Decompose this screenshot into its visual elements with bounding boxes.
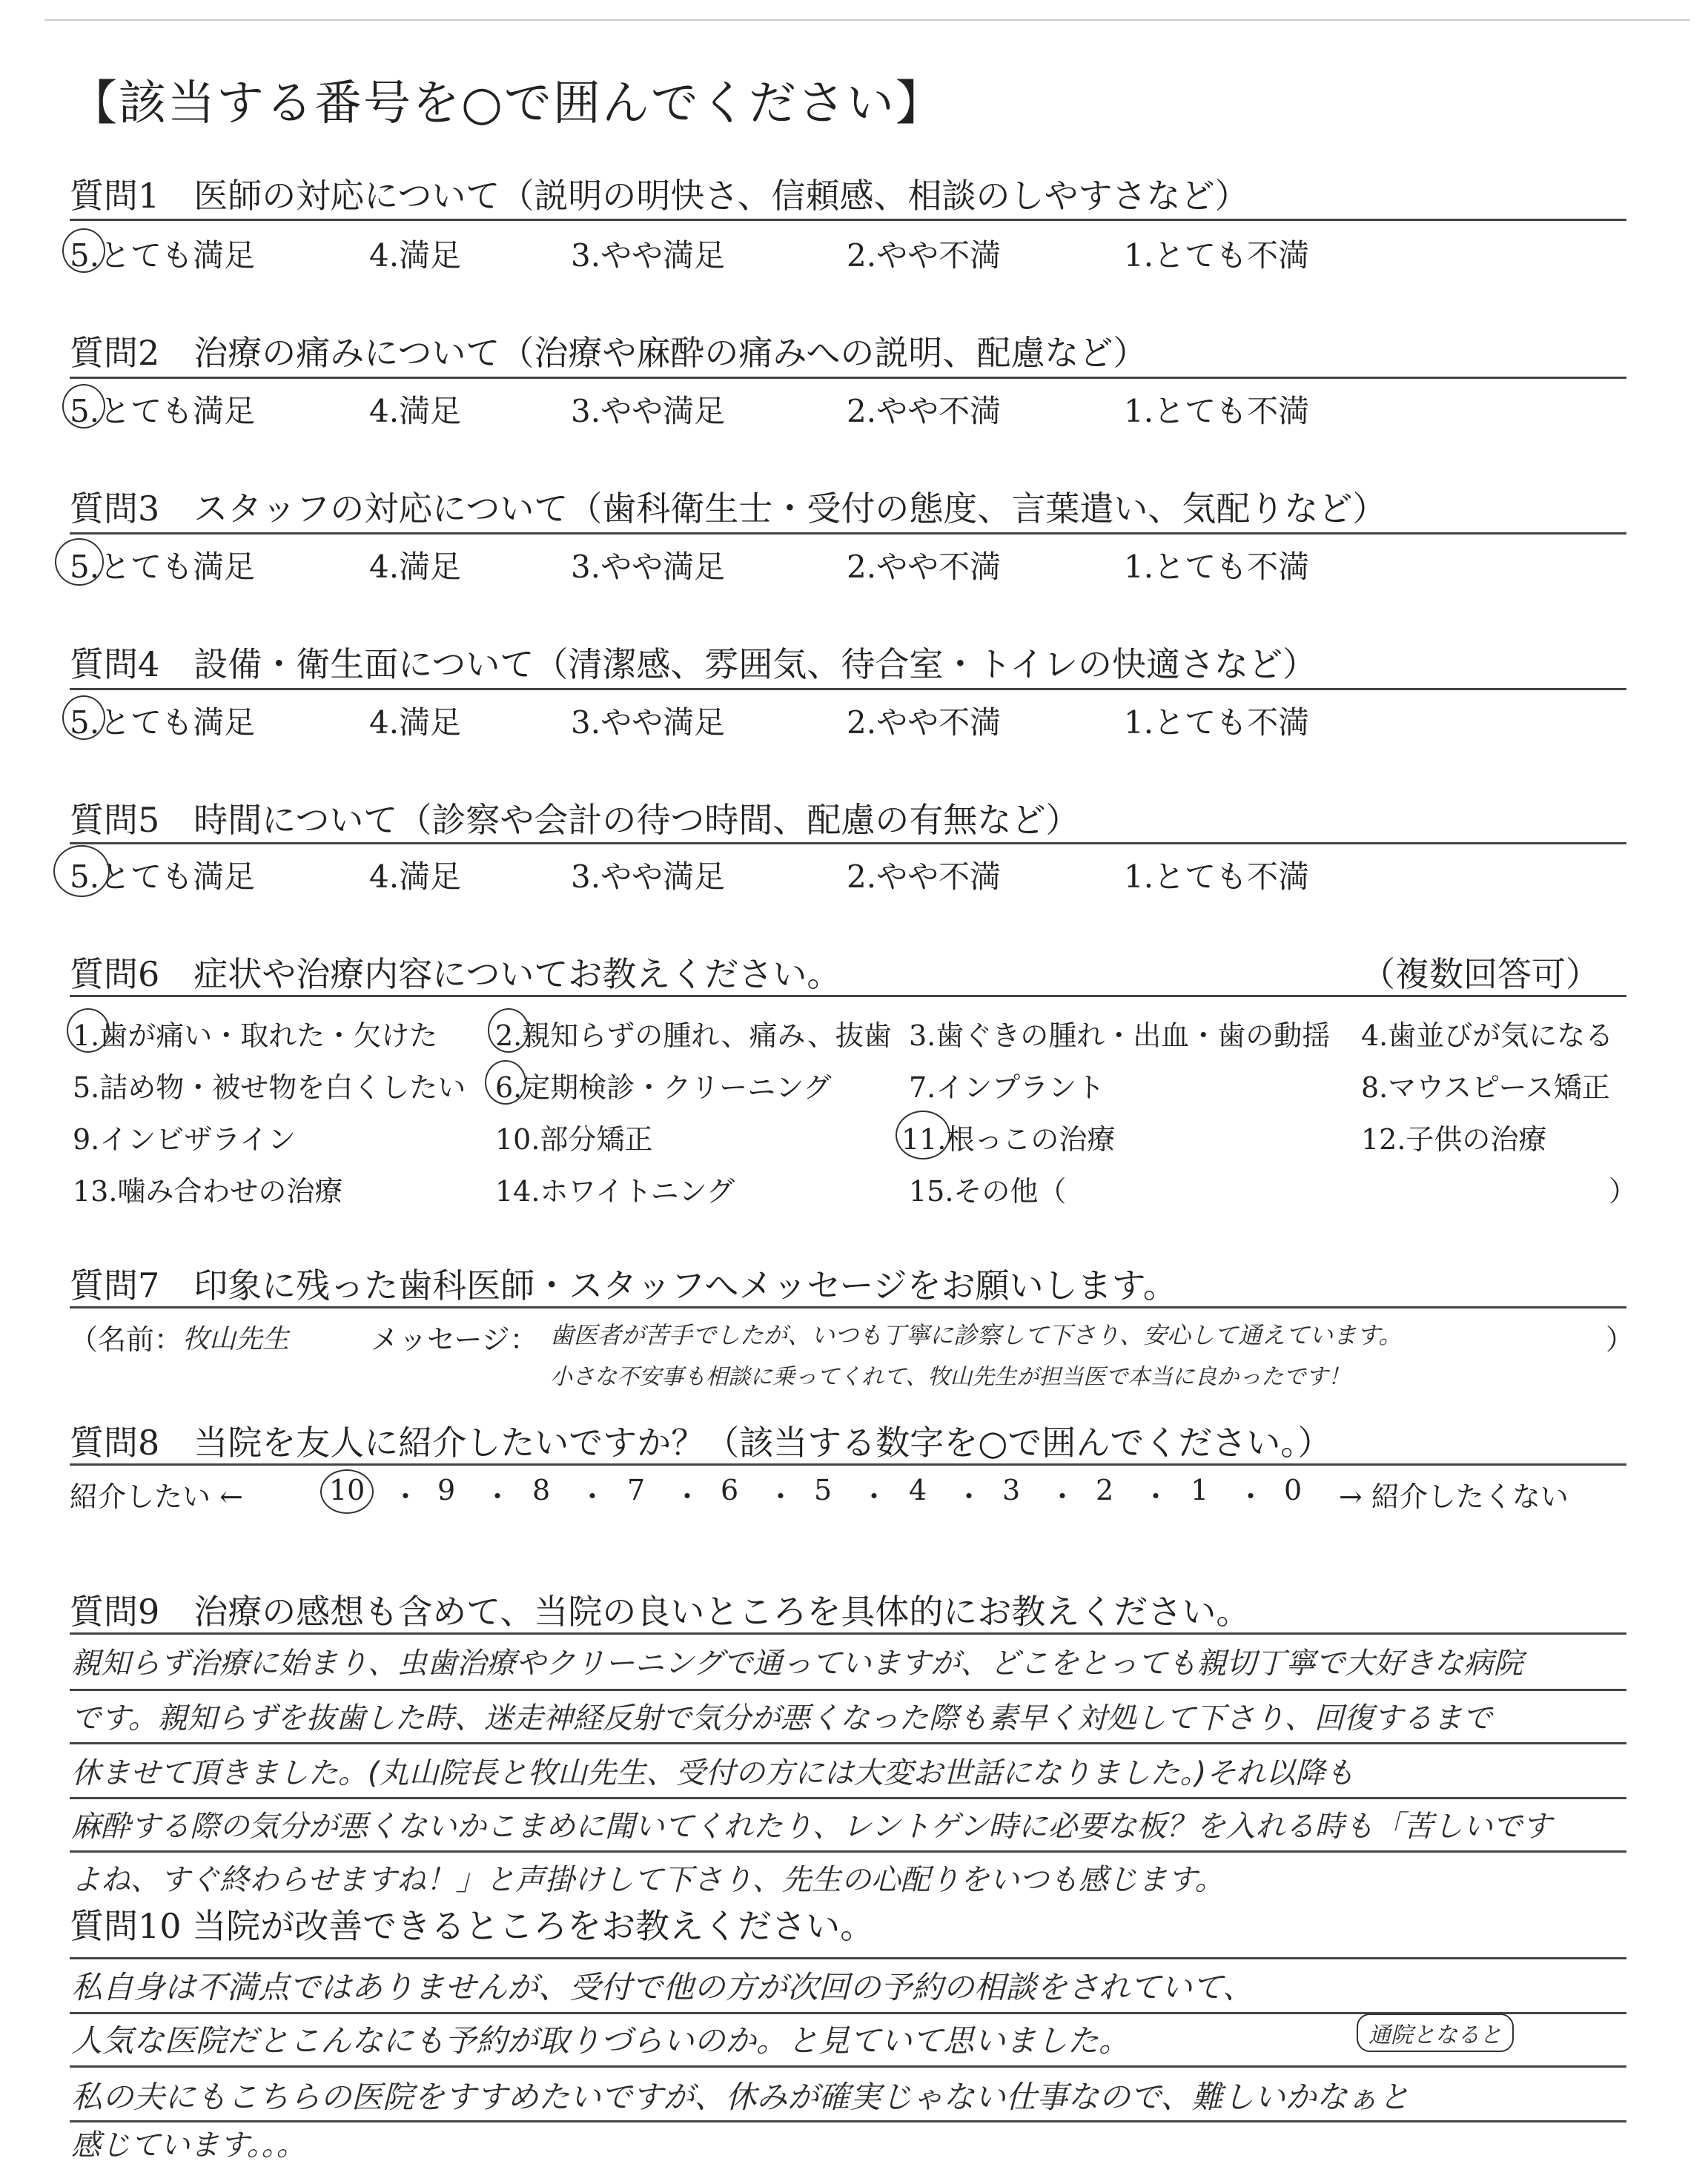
score-dot: ・	[767, 1480, 795, 1513]
rule	[70, 995, 1626, 997]
name-label: （名前：	[70, 1323, 183, 1356]
q1-option-2[interactable]: 2.やや不満	[847, 237, 1002, 274]
q6-item-13[interactable]: 13.噛み合わせの治療	[73, 1175, 343, 1208]
q6-item-3[interactable]: 3.歯ぐきの腫れ・出血・歯の動揺	[909, 1019, 1331, 1052]
answer-circle-mark	[485, 1060, 526, 1105]
q6-item-15-close: ）	[1609, 1175, 1638, 1208]
q4-option-2[interactable]: 2.やや不満	[847, 704, 1002, 741]
recommend-right-label: → 紹介したくない	[1339, 1480, 1569, 1513]
question-9: 質問9 治療の感想も含めて、当院の良いところを具体的にお教えください。	[70, 1592, 1251, 1632]
q9-handwritten-line-4: 麻酔する際の気分が悪くないかこまめに聞いてくれたり、レントゲン時に必要な板？を入れる時も「苦しいです	[71, 1810, 1552, 1844]
q1-option-1[interactable]: 1.とても不満	[1124, 237, 1310, 274]
q4-option-5[interactable]: 5.とても満足	[70, 704, 256, 741]
score-3[interactable]: 3	[1002, 1474, 1021, 1506]
q6-item-4[interactable]: 4.歯並びが気になる	[1361, 1019, 1614, 1052]
score-7[interactable]: 7	[627, 1474, 646, 1506]
question-6-note: （複数回答可）	[1361, 954, 1600, 994]
recommend-left-label: 紹介したい ←	[70, 1480, 243, 1513]
score-9[interactable]: 9	[437, 1474, 456, 1506]
q5-option-5[interactable]: 5.とても満足	[70, 858, 256, 895]
score-1[interactable]: 1	[1191, 1474, 1209, 1506]
score-dot: ・	[1237, 1480, 1265, 1513]
q9-handwritten-line-2: です。親知らずを抜歯した時、迷走神経反射で気分が悪くなった際も素早く対処して下さり、回復するまで	[71, 1701, 1492, 1735]
answer-circle-mark	[488, 1008, 529, 1053]
q6-item-11[interactable]: 11.根っこの治療	[901, 1123, 1116, 1156]
q6-item-8[interactable]: 8.マウスピース矯正	[1361, 1071, 1610, 1104]
q3-option-5[interactable]: 5.とても満足	[70, 549, 256, 585]
score-dot: ・	[860, 1480, 889, 1513]
q4-option-3[interactable]: 3.やや満足	[571, 704, 726, 741]
score-dot: ・	[483, 1480, 512, 1513]
score-0[interactable]: 0	[1284, 1474, 1302, 1506]
answer-circle-mark	[320, 1469, 374, 1514]
question-1: 質問1 医師の対応について（説明の明快さ、信頼感、相談のしやすさなど）	[70, 176, 1249, 216]
rule	[70, 1632, 1626, 1635]
message-handwritten-line-1: 歯医者が苦手でしたが、いつも丁寧に診察して下さり、安心して通えています。	[550, 1321, 1403, 1349]
score-dot: ・	[1048, 1480, 1077, 1513]
q2-option-5[interactable]: 5.とても満足	[70, 393, 256, 429]
score-2[interactable]: 2	[1096, 1474, 1114, 1506]
q10-insert-note: 通院となると	[1357, 2014, 1514, 2052]
q6-item-15[interactable]: 15.その他（	[909, 1175, 1067, 1208]
question-5: 質問5 時間について（診察や会計の待つ時間、配慮の有無など）	[70, 800, 1080, 840]
answer-circle-mark	[67, 1008, 110, 1053]
score-8[interactable]: 8	[532, 1474, 551, 1506]
score-5[interactable]: 5	[814, 1474, 833, 1506]
q6-item-12[interactable]: 12.子供の治療	[1361, 1123, 1547, 1156]
question-10: 質問10 当院が改善できるところをお教えください。	[70, 1906, 875, 1946]
q5-option-3[interactable]: 3.やや満足	[571, 858, 726, 895]
rule	[70, 377, 1626, 379]
message-close-paren: ）	[1606, 1323, 1635, 1356]
rule	[70, 842, 1626, 844]
question-2: 質問2 治療の痛みについて（治療や麻酔の痛みへの説明、配慮など）	[70, 333, 1148, 373]
q5-option-1[interactable]: 1.とても不満	[1124, 858, 1310, 895]
q10-handwritten-line-1: 私自身は不満点ではありませんが、受付で他の方が次回の予約の相談をされていて、	[71, 1969, 1254, 2005]
q1-option-5[interactable]: 5.とても満足	[70, 237, 256, 274]
q6-item-1[interactable]: 1.歯が痛い・取れた・欠けた	[73, 1019, 438, 1052]
q6-item-2[interactable]: 2.親知らずの腫れ、痛み、抜歯	[495, 1019, 892, 1052]
score-dot: ・	[955, 1480, 984, 1513]
q10-handwritten-line-4: 感じています。。。	[71, 2128, 306, 2163]
q6-item-9[interactable]: 9.インビザライン	[73, 1123, 297, 1156]
score-dot: ・	[578, 1480, 607, 1513]
rule	[70, 1850, 1626, 1853]
q5-option-4[interactable]: 4.満足	[369, 858, 462, 895]
score-dot: ・	[391, 1480, 420, 1513]
name-handwritten: 牧山先生	[182, 1324, 290, 1354]
form-title: 【該当する番号を○で囲んでください】	[70, 76, 944, 131]
q6-item-7[interactable]: 7.インプラント	[909, 1071, 1105, 1104]
q1-option-3[interactable]: 3.やや満足	[571, 237, 726, 274]
q4-option-1[interactable]: 1.とても不満	[1124, 704, 1310, 741]
rule	[70, 1742, 1626, 1744]
message-label: メッセージ：	[371, 1323, 538, 1356]
q10-handwritten-line-3: 私の夫にもこちらの医院をすすめたいですが、休みが確実じゃない仕事なので、難しいかなぁと	[71, 2079, 1410, 2115]
score-6[interactable]: 6	[721, 1474, 739, 1506]
rule	[70, 1797, 1626, 1799]
question-8: 質問8 当院を友人に紹介したいですか？（該当する数字を○で囲んでください。）	[70, 1423, 1332, 1463]
q2-option-3[interactable]: 3.やや満足	[571, 393, 726, 429]
q6-item-6[interactable]: 6.定期検診・クリーニング	[495, 1071, 832, 1104]
q2-option-2[interactable]: 2.やや不満	[847, 393, 1002, 429]
rule	[70, 1306, 1626, 1308]
q6-item-10[interactable]: 10.部分矯正	[495, 1123, 653, 1156]
q3-option-2[interactable]: 2.やや不満	[847, 549, 1002, 585]
score-10[interactable]: 10	[329, 1474, 365, 1506]
q9-handwritten-line-1: 親知らず治療に始まり、虫歯治療やクリーニングで通っていますが、どこをとっても親切丁寧で大好きな病院	[71, 1647, 1523, 1681]
answer-circle-mark	[62, 228, 105, 273]
page-top-edge	[44, 19, 1690, 21]
answer-circle-mark	[896, 1111, 950, 1159]
q3-option-3[interactable]: 3.やや満足	[571, 549, 726, 585]
message-handwritten-line-2: 小さな不安事も相談に乗ってくれて、牧山先生が担当医で本当に良かったです！	[550, 1364, 1351, 1390]
q5-option-2[interactable]: 2.やや不満	[847, 858, 1002, 895]
rule	[70, 532, 1626, 535]
q3-option-1[interactable]: 1.とても不満	[1124, 549, 1310, 585]
question-4: 質問4 設備・衛生面について（清潔感、雰囲気、待合室・トイレの快適さなど）	[70, 644, 1317, 684]
rule	[70, 219, 1626, 221]
q10-handwritten-line-2: 人気な医院だとこんなにも予約が取りづらいのか。と見ていて思いました。	[71, 2022, 1131, 2059]
q2-option-4[interactable]: 4.満足	[369, 393, 462, 429]
question-6: 質問6 症状や治療内容についてお教えください。	[70, 954, 841, 994]
rule	[70, 1957, 1626, 1959]
answer-circle-mark	[62, 384, 105, 429]
q9-handwritten-line-3: 休ませて頂きました。(丸山院長と牧山先生、受付の方には大変お世話になりました。)それ以降も	[71, 1756, 1355, 1790]
question-3: 質問3 スタッフの対応について（歯科衛生士・受付の態度、言葉遣い、気配りなど）	[70, 489, 1387, 529]
q6-item-5[interactable]: 5.詰め物・被せ物を白くしたい	[73, 1071, 466, 1104]
score-dot: ・	[1142, 1480, 1171, 1513]
q2-option-1[interactable]: 1.とても不満	[1124, 393, 1310, 429]
score-dot: ・	[673, 1480, 702, 1513]
rule	[70, 1463, 1626, 1466]
q1-option-4[interactable]: 4.満足	[369, 237, 462, 274]
rule	[70, 1689, 1626, 1691]
rule	[70, 2065, 1626, 2068]
q9-handwritten-line-5: よね、すぐ終わらせますね！」と声掛けして下さり、先生の心配りをいつも感じます。	[71, 1863, 1225, 1897]
q3-option-4[interactable]: 4.満足	[369, 549, 462, 585]
answer-circle-mark	[62, 695, 105, 740]
score-4[interactable]: 4	[909, 1474, 927, 1506]
rule	[70, 688, 1626, 690]
q4-option-4[interactable]: 4.満足	[369, 704, 462, 741]
question-7: 質問7 印象に残った歯科医師・スタッフへメッセージをお願いします。	[70, 1265, 1177, 1306]
answer-circle-mark	[55, 538, 104, 586]
answer-circle-mark	[53, 845, 110, 897]
q6-item-14[interactable]: 14.ホワイトニング	[495, 1175, 735, 1208]
